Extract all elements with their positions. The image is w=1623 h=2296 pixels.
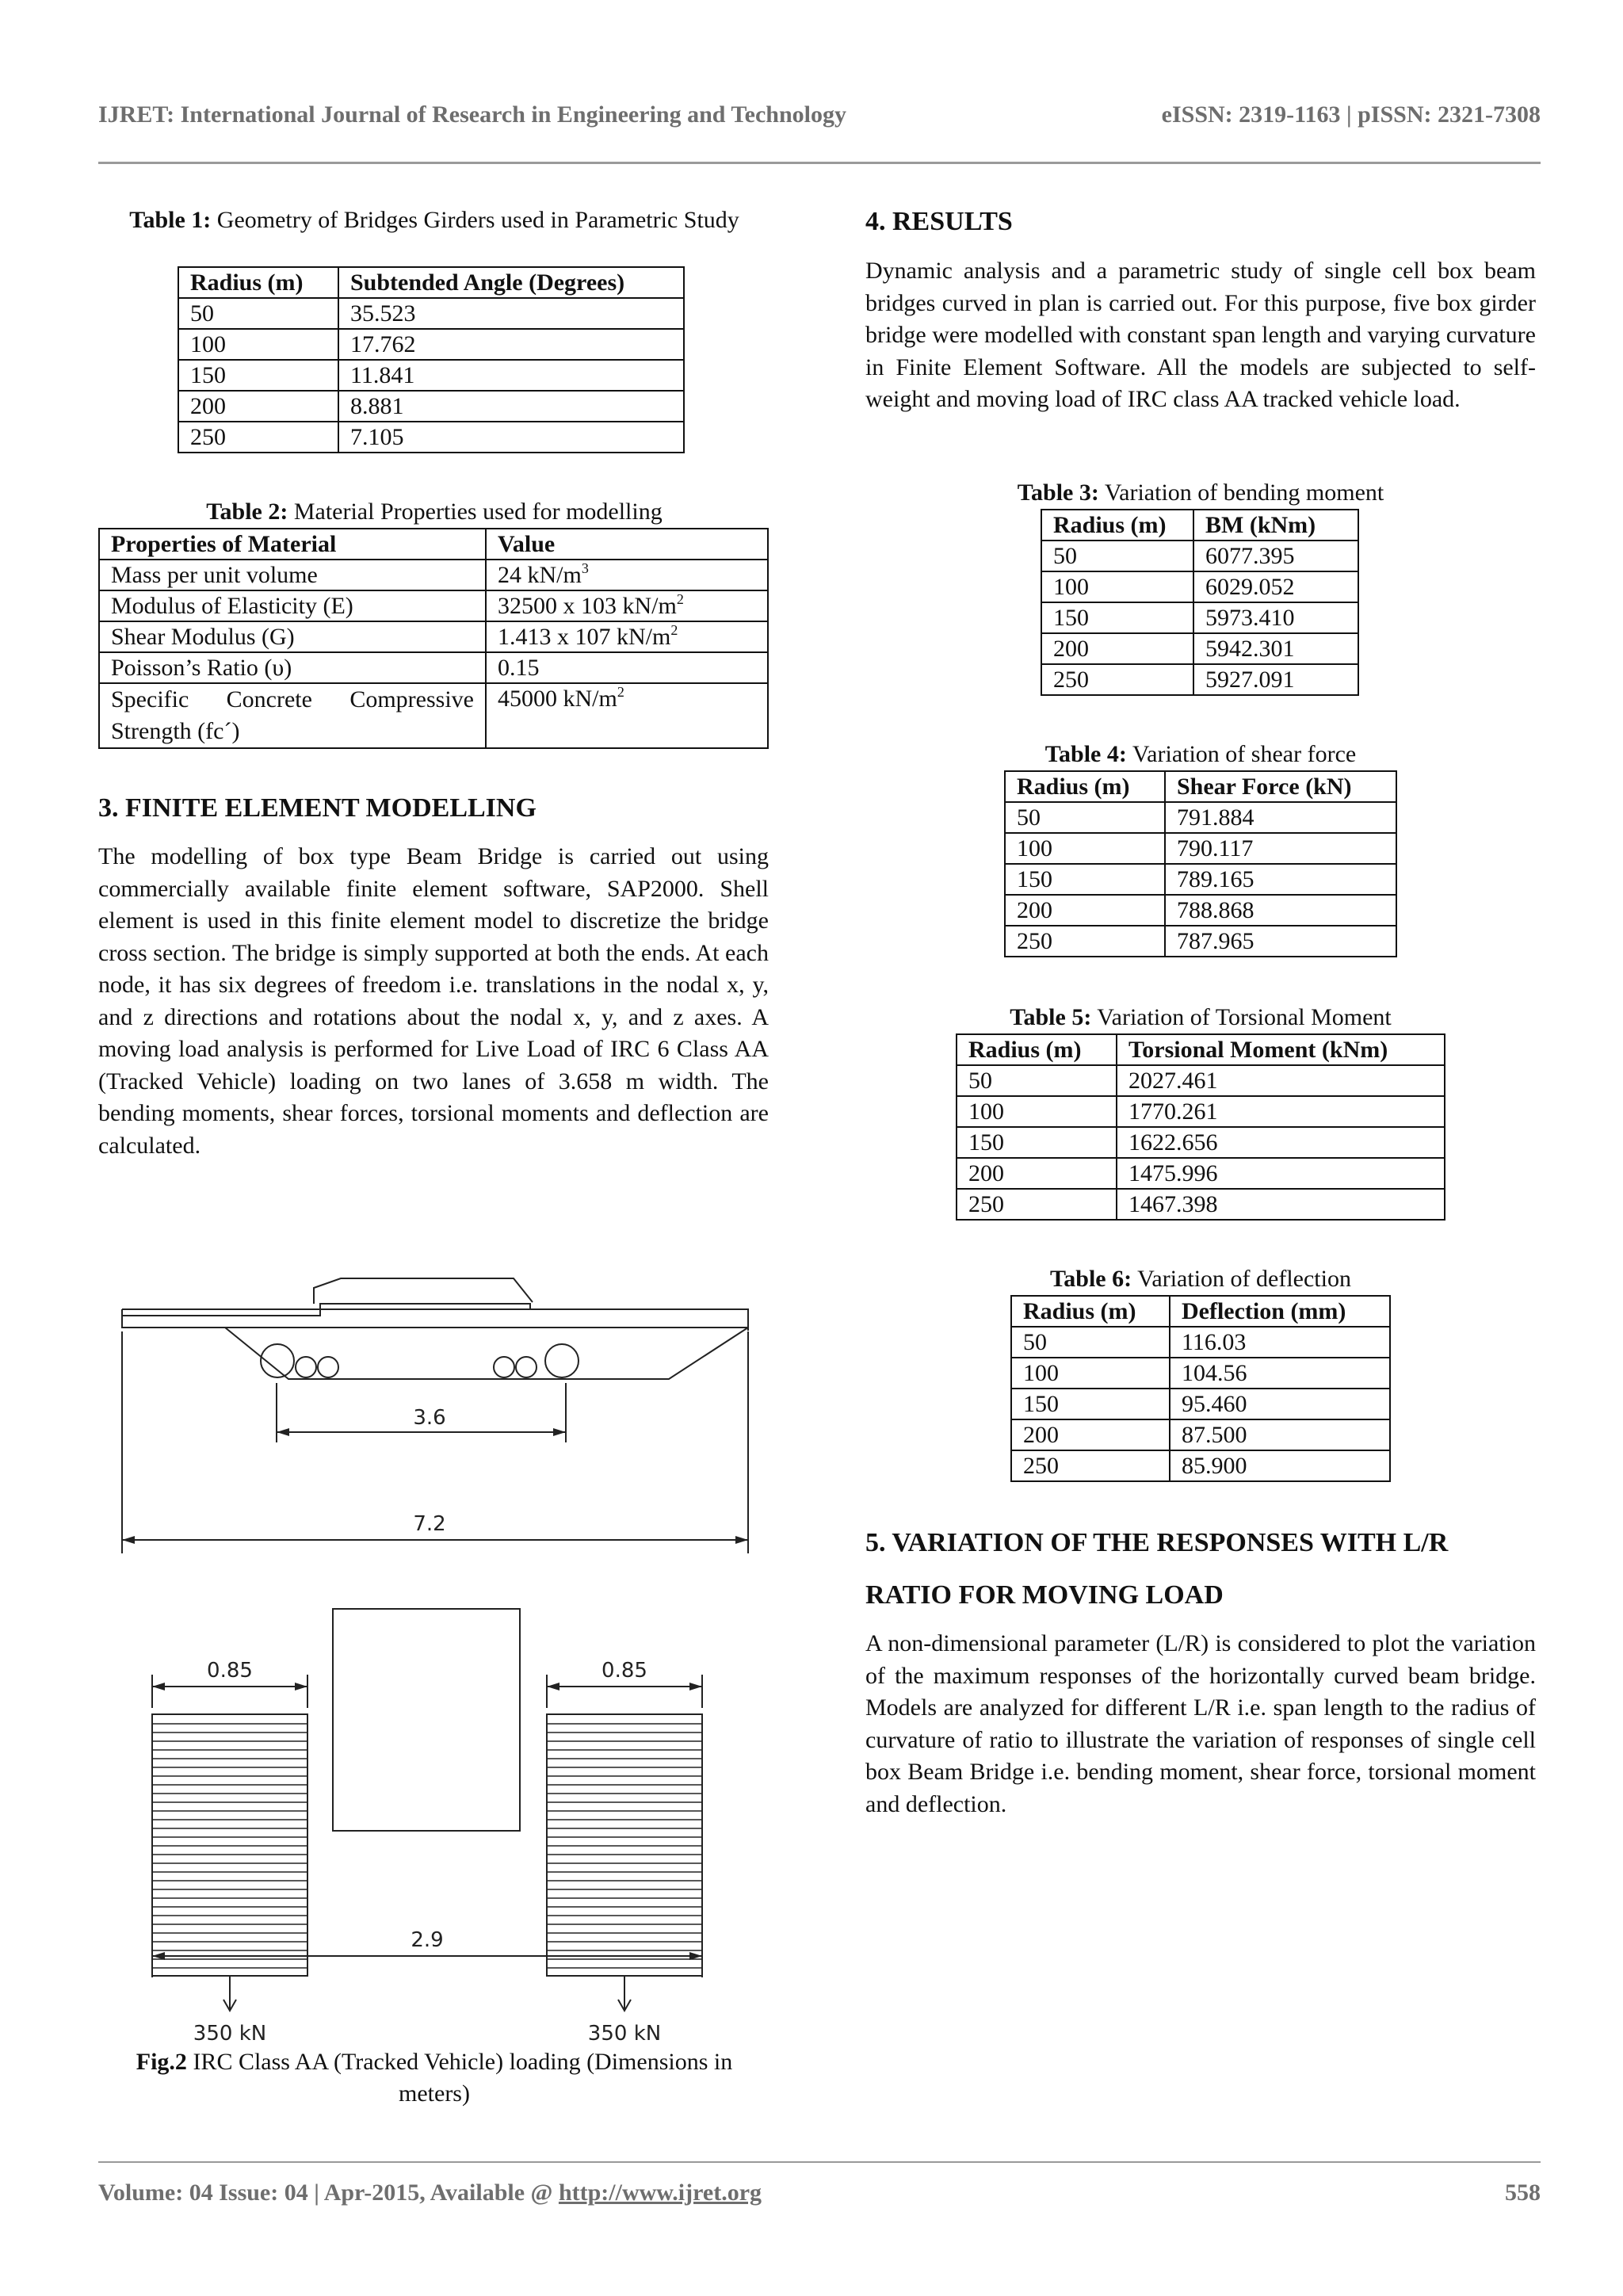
table4-cell: 789.165 bbox=[1165, 864, 1396, 895]
wheel-small-left bbox=[296, 1357, 316, 1377]
table1-caption bbox=[98, 204, 770, 236]
table6-label: Table 6: bbox=[1050, 1266, 1132, 1292]
table-row bbox=[957, 1065, 1445, 1096]
table-row bbox=[99, 683, 768, 748]
table-row bbox=[178, 360, 684, 391]
figure2-label: Fig.2 bbox=[136, 2049, 187, 2075]
table-row bbox=[178, 298, 684, 329]
table2-value-exponent: 2 bbox=[670, 622, 678, 638]
footer-volume-info bbox=[98, 2179, 762, 2206]
table5-cell: 1467.398 bbox=[1117, 1189, 1445, 1220]
table6-cell: 104.56 bbox=[1170, 1358, 1390, 1389]
table-row bbox=[1011, 1358, 1390, 1389]
table5-cell: 2027.461 bbox=[1117, 1065, 1445, 1096]
table3-label: Table 3: bbox=[1017, 479, 1099, 506]
table2-value bbox=[486, 621, 768, 652]
table6-cell: 95.460 bbox=[1170, 1389, 1390, 1419]
page-number: 558 bbox=[1505, 2179, 1541, 2206]
load-left-label: 350 kN bbox=[193, 2022, 267, 2041]
table1 bbox=[178, 266, 685, 453]
table3-cell: 6029.052 bbox=[1193, 571, 1358, 602]
table-row bbox=[99, 621, 768, 652]
figure2-caption bbox=[98, 2046, 770, 2110]
table6-header-radius: Radius (m) bbox=[1011, 1296, 1170, 1327]
table5-cell: 1770.261 bbox=[1117, 1096, 1445, 1127]
table3-cell: 250 bbox=[1041, 664, 1193, 695]
header-divider bbox=[98, 162, 1541, 164]
table1-cell: 17.762 bbox=[338, 329, 684, 360]
table4 bbox=[1004, 770, 1397, 957]
section5-heading-line1: 5. VARIATION OF THE RESPONSES WITH L/R bbox=[865, 1528, 1449, 1557]
table2-property: Shear Modulus (G) bbox=[99, 621, 486, 652]
table5 bbox=[956, 1033, 1445, 1221]
table2-header-property: Properties of Material bbox=[99, 529, 486, 560]
table2-property: Poisson’s Ratio (υ) bbox=[99, 652, 486, 683]
arrow-icon bbox=[152, 1683, 165, 1690]
table6-cell: 85.900 bbox=[1170, 1450, 1390, 1481]
table2-property: Mass per unit volume bbox=[99, 560, 486, 590]
table1-cell: 35.523 bbox=[338, 298, 684, 329]
table4-cell: 250 bbox=[1005, 926, 1165, 957]
table1-label: Table 1: bbox=[129, 207, 212, 233]
table6-caption bbox=[865, 1263, 1536, 1295]
table6-cell: 150 bbox=[1011, 1389, 1170, 1419]
table-row bbox=[99, 560, 768, 590]
wheel-small-right bbox=[516, 1357, 537, 1377]
table6-cell: 50 bbox=[1011, 1327, 1170, 1358]
vehicle-hull bbox=[122, 1309, 748, 1379]
table5-cell: 250 bbox=[957, 1189, 1117, 1220]
track-right-hatching bbox=[547, 1724, 702, 1968]
table4-cell: 787.965 bbox=[1165, 926, 1396, 957]
section5-heading-line2: RATIO FOR MOVING LOAD bbox=[865, 1580, 1224, 1610]
wheel-small-right bbox=[494, 1357, 514, 1377]
table2-value-text: 45000 kN/m bbox=[498, 686, 617, 712]
table4-label: Table 4: bbox=[1044, 741, 1127, 767]
table-row bbox=[1041, 633, 1358, 664]
arrow-icon bbox=[122, 1536, 135, 1544]
vehicle-plan-body bbox=[333, 1609, 520, 1831]
table2-value-exponent: 3 bbox=[581, 560, 589, 576]
arrow-icon bbox=[277, 1428, 289, 1436]
table3-cell: 200 bbox=[1041, 633, 1193, 664]
table5-cell: 1475.996 bbox=[1117, 1158, 1445, 1189]
table3-cell: 50 bbox=[1041, 541, 1193, 571]
table-row bbox=[1041, 571, 1358, 602]
arrow-icon bbox=[735, 1536, 748, 1544]
track-spacing-label: 2.9 bbox=[411, 1928, 444, 1952]
table3-cell: 6077.395 bbox=[1193, 541, 1358, 571]
table4-cell: 200 bbox=[1005, 895, 1165, 926]
arrow-icon bbox=[547, 1683, 559, 1690]
table3-caption-text: Variation of bending moment bbox=[1104, 479, 1384, 506]
table3 bbox=[1041, 509, 1359, 696]
table1-cell: 50 bbox=[178, 298, 338, 329]
page-header bbox=[98, 97, 1541, 135]
table6-cell: 116.03 bbox=[1170, 1327, 1390, 1358]
track-left-width-label: 0.85 bbox=[207, 1659, 253, 1683]
arrow-icon bbox=[295, 1683, 307, 1690]
track-right-width-label: 0.85 bbox=[601, 1659, 647, 1683]
table2-value-exponent: 2 bbox=[676, 591, 684, 607]
table5-cell: 50 bbox=[957, 1065, 1117, 1096]
section4-heading: 4. RESULTS bbox=[865, 207, 1013, 236]
table1-cell: 250 bbox=[178, 422, 338, 453]
table-row bbox=[99, 590, 768, 621]
table6-cell: 87.500 bbox=[1170, 1419, 1390, 1450]
table1-cell: 11.841 bbox=[338, 360, 684, 391]
table-row bbox=[957, 1127, 1445, 1158]
table-row bbox=[1041, 541, 1358, 571]
vehicle-deck bbox=[122, 1309, 748, 1328]
table4-cell: 50 bbox=[1005, 802, 1165, 833]
table2-value bbox=[486, 652, 768, 683]
table-row bbox=[1005, 926, 1396, 957]
table6-caption-text: Variation of deflection bbox=[1137, 1266, 1351, 1292]
table-row bbox=[957, 1189, 1445, 1220]
table2-caption-text: Material Properties used for modelling bbox=[293, 499, 663, 525]
table3-cell: 5973.410 bbox=[1193, 602, 1358, 633]
table5-caption-text: Variation of Torsional Moment bbox=[1097, 1004, 1392, 1030]
table2-property: Specific Concrete Compressive Strength (fc´) bbox=[99, 683, 486, 748]
section4-paragraph: Dynamic analysis and a parametric study of single cell box beam bridges curved in plan is carried out. For this purpose, five box girder bridge were modelled with constant span length and varying curvature in Finite Element Software. All the models are subjected to self-weight and moving load of IRC class AA tracked vehicle load. bbox=[865, 258, 1536, 412]
table5-cell: 1622.656 bbox=[1117, 1127, 1445, 1158]
table-row bbox=[99, 652, 768, 683]
table4-cell: 790.117 bbox=[1165, 833, 1396, 864]
table2-value-text: 0.15 bbox=[498, 655, 540, 681]
table2-value bbox=[486, 560, 768, 590]
arrow-icon bbox=[689, 1683, 702, 1690]
table5-header-radius: Radius (m) bbox=[957, 1034, 1117, 1065]
table6-cell: 250 bbox=[1011, 1450, 1170, 1481]
track-right bbox=[547, 1714, 702, 1976]
table4-cell: 150 bbox=[1005, 864, 1165, 895]
wheel-large-right bbox=[545, 1344, 579, 1377]
journal-title: IJRET: International Journal of Research in Engineering and Technology bbox=[98, 101, 847, 128]
table-row bbox=[1005, 802, 1396, 833]
table-row bbox=[178, 391, 684, 422]
table1-header-radius: Radius (m) bbox=[178, 267, 338, 298]
table3-header-radius: Radius (m) bbox=[1041, 510, 1193, 541]
table5-cell: 150 bbox=[957, 1127, 1117, 1158]
table5-caption bbox=[865, 1002, 1536, 1033]
figure2-diagram bbox=[98, 1248, 772, 2041]
table3-cell: 150 bbox=[1041, 602, 1193, 633]
table4-cell: 788.868 bbox=[1165, 895, 1396, 926]
table2-value bbox=[486, 683, 768, 748]
table3-cell: 100 bbox=[1041, 571, 1193, 602]
table2-property: Modulus of Elasticity (E) bbox=[99, 590, 486, 621]
table-row bbox=[1011, 1327, 1390, 1358]
table1-header-angle: Subtended Angle (Degrees) bbox=[338, 267, 684, 298]
track-left-hatching bbox=[152, 1724, 307, 1968]
table-row bbox=[1005, 895, 1396, 926]
load-right-label: 350 kN bbox=[587, 2022, 662, 2041]
dim-inner-label: 3.6 bbox=[413, 1406, 446, 1430]
table6 bbox=[1010, 1295, 1391, 1482]
table-row bbox=[178, 422, 684, 453]
table5-label: Table 5: bbox=[1010, 1004, 1092, 1030]
table-row bbox=[1005, 833, 1396, 864]
table1-cell: 7.105 bbox=[338, 422, 684, 453]
table1-caption-text: Geometry of Bridges Girders used in Parametric Study bbox=[216, 207, 739, 233]
table3-cell: 5942.301 bbox=[1193, 633, 1358, 664]
table2-value-exponent: 2 bbox=[617, 684, 624, 700]
table2-header-value: Value bbox=[486, 529, 768, 560]
table2-label: Table 2: bbox=[206, 499, 288, 525]
table-row bbox=[1041, 602, 1358, 633]
footer-divider bbox=[98, 2161, 1541, 2163]
table5-cell: 200 bbox=[957, 1158, 1117, 1189]
table3-caption bbox=[865, 477, 1536, 509]
table4-cell: 791.884 bbox=[1165, 802, 1396, 833]
table-row bbox=[1011, 1389, 1390, 1419]
table2-value-text: 32500 x 103 kN/m bbox=[498, 593, 677, 619]
page-footer bbox=[98, 2179, 1541, 2211]
table4-header-shear: Shear Force (kN) bbox=[1165, 771, 1396, 802]
table3-header-bm: BM (kNm) bbox=[1193, 510, 1358, 541]
table1-cell: 200 bbox=[178, 391, 338, 422]
table2-value-text: 24 kN/m bbox=[498, 562, 582, 588]
table4-header-radius: Radius (m) bbox=[1005, 771, 1165, 802]
table4-caption bbox=[865, 739, 1536, 770]
arrow-icon bbox=[553, 1428, 566, 1436]
wheel-small-left bbox=[318, 1357, 338, 1377]
table-row bbox=[1005, 864, 1396, 895]
table1-cell: 100 bbox=[178, 329, 338, 360]
table6-header-deflection: Deflection (mm) bbox=[1170, 1296, 1390, 1327]
table6-cell: 100 bbox=[1011, 1358, 1170, 1389]
table4-caption-text: Variation of shear force bbox=[1132, 741, 1357, 767]
table6-cell: 200 bbox=[1011, 1419, 1170, 1450]
section3-heading: 3. FINITE ELEMENT MODELLING bbox=[98, 793, 537, 823]
footer-volume-text: Volume: 04 Issue: 04 | Apr-2015, Available @ bbox=[98, 2179, 559, 2206]
vehicle-turret bbox=[314, 1278, 533, 1304]
table1-cell: 150 bbox=[178, 360, 338, 391]
table-row bbox=[957, 1158, 1445, 1189]
table4-cell: 100 bbox=[1005, 833, 1165, 864]
table-row bbox=[1011, 1450, 1390, 1481]
table3-cell: 5927.091 bbox=[1193, 664, 1358, 695]
section3-paragraph: The modelling of box type Beam Bridge is carried out using commercially available finite element software, SAP2000. Shell element is used in this finite element model to discretize the bridge cross section. The bridge is simply supported at both the ends. At each node, it has six degrees of freedom i.e. translations in the nodal x, y, and z directions and rotations about the nodal x, y, and z axes. A moving load analysis is performed for Live Load of IRC 6 Class AA (Tracked Vehicle) loading on two lanes of 3.658 m width. The bending moments, shear forces, torsional moments and deflection are calculated. bbox=[98, 843, 769, 1159]
section5-paragraph: A non-dimensional parameter (L/R) is considered to plot the variation of the maximum responses of the horizontally curved beam bridge. Models are analyzed for different L/R i.e. span length to the radius of curvature of ratio to illustrate the variation of responses of single cell box Beam Bridge i.e. bending moment, shear force, torsional moment and deflection. bbox=[865, 1630, 1536, 1817]
table2-caption bbox=[98, 496, 770, 528]
table1-cell: 8.881 bbox=[338, 391, 684, 422]
figure2-caption-text: IRC Class AA (Tracked Vehicle) loading (Dimensions in meters) bbox=[193, 2049, 733, 2107]
table-row bbox=[178, 329, 684, 360]
table-row bbox=[1011, 1419, 1390, 1450]
track-left bbox=[152, 1714, 307, 1976]
table-row bbox=[957, 1096, 1445, 1127]
dim-outer-label: 7.2 bbox=[413, 1512, 446, 1536]
table2-value bbox=[486, 590, 768, 621]
table2 bbox=[98, 528, 769, 749]
table2-value-text: 1.413 x 107 kN/m bbox=[498, 624, 671, 650]
table5-header-torsion: Torsional Moment (kNm) bbox=[1117, 1034, 1445, 1065]
journal-website-link[interactable]: http://www.ijret.org bbox=[558, 2179, 762, 2206]
issn-info: eISSN: 2319-1163 | pISSN: 2321-7308 bbox=[1161, 101, 1541, 128]
table5-cell: 100 bbox=[957, 1096, 1117, 1127]
table-row bbox=[1041, 664, 1358, 695]
